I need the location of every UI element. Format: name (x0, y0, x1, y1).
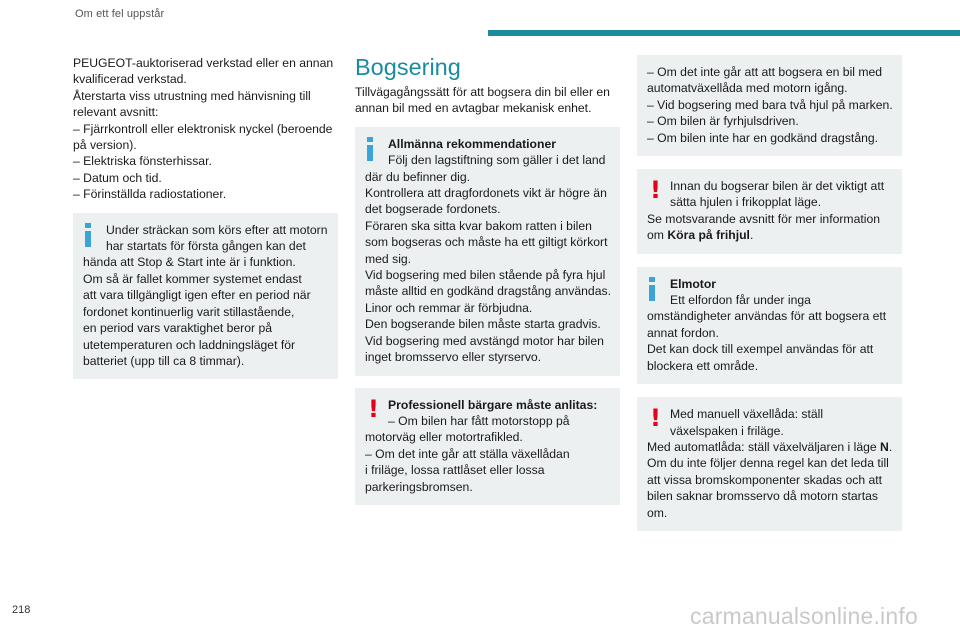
page-header-title: Om ett fel uppstår (75, 8, 165, 20)
freewheel-warning-box (637, 169, 902, 254)
text-line: växelspaken i friläge. (670, 423, 784, 438)
text-line: Vid bogsering med bilen stående på fyra hjul (365, 268, 606, 283)
col2-intro (355, 84, 620, 117)
stop-start-info-box (73, 213, 338, 380)
col1-intro (73, 55, 338, 203)
text-line: om. (647, 505, 668, 520)
text-line: utetemperaturen och laddningsläget för (83, 337, 296, 352)
text-line: Innan du bogserar bilen är det viktigt att (670, 179, 885, 194)
info-icon (83, 223, 93, 247)
text-line: kvalificerad verkstad. (73, 72, 187, 87)
text-line: annan bil med en avtagbar mekanisk enhet. (355, 101, 592, 116)
gear-position-n: N (880, 439, 889, 454)
text-line: – Datum och tid. (73, 170, 162, 185)
column-2 (355, 55, 620, 505)
text-line: en period vars varaktighet beror på (83, 321, 273, 336)
text-line: parkeringsbromsen. (365, 479, 473, 494)
text-line: som bogseras och måste ha ett giltigt körkort (365, 235, 608, 250)
general-recommendations-box (355, 127, 620, 376)
text-line: inget bromsservo eller styrservo. (365, 350, 542, 365)
text-line: – Elektriska fönsterhissar. (73, 154, 212, 169)
text-line: Med manuell växellåda: ställ (670, 407, 824, 422)
text-line: där du befinner dig. (365, 169, 471, 184)
text-line: Se motsvarande avsnitt för mer information (647, 211, 881, 226)
text-line: batteriet (upp till ca 8 timmar). (83, 353, 245, 368)
text-line: annat fordon. (647, 325, 719, 340)
list-item: – Vid bogsering med bara två hjul på marken. (647, 97, 893, 112)
text-line: Om du inte följer denna regel kan det leda till (647, 456, 889, 471)
section-title: Bogsering (355, 54, 461, 80)
warning-exclamation-icon: ! (368, 394, 379, 423)
text-line: Under sträckan som körs efter att motorn (106, 222, 328, 237)
text-line: PEUGEOT-auktoriserad verkstad eller en annan (73, 56, 334, 70)
text-line: att vara tillgängligt igen efter en period när (83, 288, 311, 303)
text-line: – Om bilen har fått motorstopp på (388, 413, 570, 428)
text-line: Återstarta viss utrustning med hänvisning till (73, 88, 311, 103)
watermark: carmanualsonline.info (690, 603, 918, 629)
text-line: relevant avsnitt: (73, 105, 159, 120)
text-line: i friläge, lossa rattlåset eller lossa (365, 463, 545, 478)
text-line: – Förinställda radiostationer. (73, 187, 227, 202)
page-number: 218 (12, 604, 31, 616)
text-line: Följ den lagstiftning som gäller i det land (388, 153, 606, 168)
text-line: måste alltid en godkänd dragstång användas. (365, 284, 611, 299)
text-line: Föraren ska sitta kvar bakom ratten i bilen (365, 218, 592, 233)
text-line: – Om det inte går att ställa växellådan (365, 446, 570, 461)
column-3 (637, 55, 902, 531)
text-line: Ett elfordon får under inga (670, 293, 811, 308)
text-line: på version). (73, 138, 137, 153)
text-line: det bogserade fordonets. (365, 202, 501, 217)
text-line (647, 227, 894, 243)
list-item: automatväxellåda med motorn igång. (647, 81, 848, 96)
text-line: sätta hjulen i frikopplat läge. (670, 195, 822, 210)
text-line: Det kan dock till exempel användas för att (647, 342, 874, 357)
column-1 (73, 55, 338, 379)
text-line: omständigheter användas för att bogsera ett (647, 309, 887, 324)
text-line: – Fjärrkontroll eller elektronisk nyckel (beroende (73, 121, 333, 136)
text-fragment: Med automatlåda: ställ växelväljaren i läge (647, 439, 881, 454)
text-line: fordonet kontinuerlig varit stillastående, (83, 304, 295, 319)
text-line: hända att Stop & Start inte är i funktion. (83, 255, 296, 270)
freewheel-link-text: Köra på frihjul (667, 228, 750, 243)
list-item: – Om det inte går att att bogsera en bil med (647, 65, 883, 79)
text-line: Kontrollera att dragfordonets vikt är högre än (365, 186, 607, 201)
warning-exclamation-icon: ! (650, 404, 661, 433)
text-line: Om så är fallet kommer systemet endast (83, 271, 302, 286)
text-line: Den bogserande bilen måste starta gradvis. (365, 317, 601, 332)
electric-motor-info-box (637, 267, 902, 384)
text-line: Linor och remmar är förbjudna. (365, 300, 533, 315)
text-line: att vissa bromskomponenter skadas och att (647, 472, 883, 487)
box-heading: Professionell bärgare måste anlitas: (388, 397, 598, 412)
box-heading: Allmänna rekommendationer (388, 136, 556, 151)
text-fragment: . (749, 228, 754, 243)
header-accent-bar (488, 30, 960, 36)
info-icon (647, 277, 657, 301)
text-line: bilen saknar bromsservo då motorn startas (647, 489, 878, 504)
box-heading: Elmotor (670, 276, 717, 291)
info-icon (365, 137, 375, 161)
tow-conditions-list-box (637, 55, 902, 156)
warning-exclamation-icon: ! (650, 176, 661, 205)
professional-tow-warning-box (355, 388, 620, 505)
text-line: motorväg eller motortrafikled. (365, 430, 523, 445)
text-fragment: om (647, 228, 668, 243)
text-line (647, 439, 894, 455)
text-fragment: . (888, 439, 893, 454)
text-line: Tillvägagångssätt för att bogsera din bil eller en (355, 85, 610, 99)
text-line: blockera ett område. (647, 358, 759, 373)
list-item: – Om bilen är fyrhjulsdriven. (647, 114, 799, 129)
text-line: har startats för första gången kan det (106, 239, 306, 254)
text-line: Vid bogsering med avstängd motor har bilen (365, 333, 604, 348)
list-item: – Om bilen inte har en godkänd dragstång. (647, 130, 879, 145)
gearbox-warning-box (637, 397, 902, 531)
text-line: med sig. (365, 251, 412, 266)
